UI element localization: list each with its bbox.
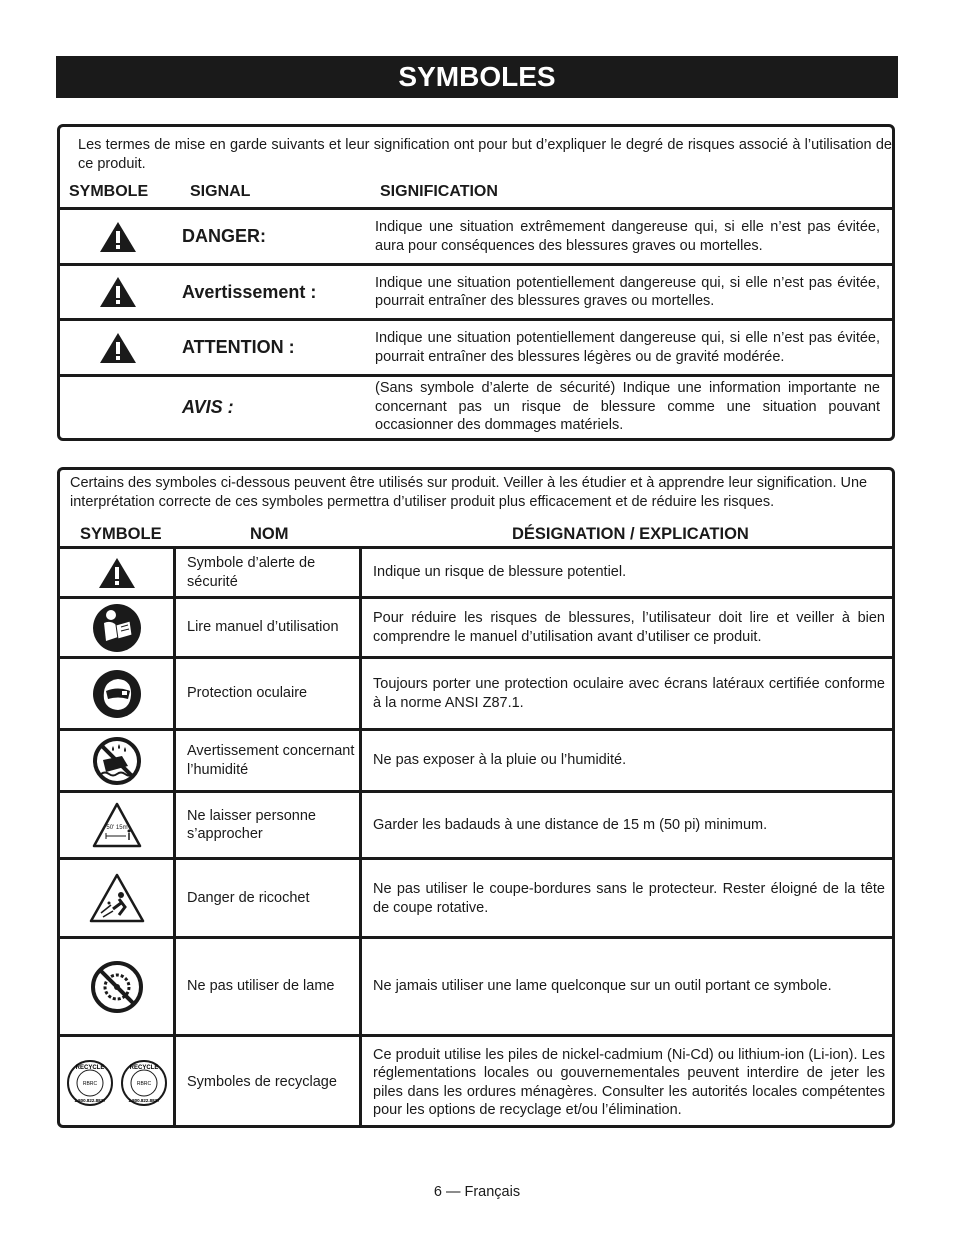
column-divider <box>173 546 176 1128</box>
seal-top-text: RECYCLE <box>75 1064 104 1071</box>
meaning-attention: Indique une situation potentiellement dangereuse qui, si elle n’est pas évitée, pourrait entraîner des blessures légères ou de gravité modérée. <box>375 330 880 365</box>
warning-triangle-icon <box>60 321 175 374</box>
header-nom: NOM <box>250 525 289 543</box>
seal-mid-text: RBRC <box>136 1080 151 1087</box>
symbol-explanation: Ce produit utilise les piles de nickel-cadmium (Ni-Cd) ou lithium-ion (Li-ion). Les réglementations locales ou gouvernementales peuvent interdire de jeter les piles dans les ordures ménagères. Consulter les autorités locales compétentes pour les options de recyclage et/ou l’élimination. <box>373 1046 885 1118</box>
signal-avertissement: Avertissement : <box>182 281 317 302</box>
symbol-name: Avertissement concernant l’humidité <box>187 743 355 778</box>
warning-triangle-icon <box>60 210 175 263</box>
symbol-name: Protection oculaire <box>187 685 308 702</box>
symbol-name: Ne laisser personne s’approcher <box>187 807 316 842</box>
page-footer: 6 — Français <box>433 1184 521 1200</box>
read-manual-icon <box>60 599 173 656</box>
symbol-name: Symboles de recyclage <box>187 1074 337 1091</box>
symbol-explanation: Ne jamais utiliser une lame quelconque sur un outil portant ce symbole. <box>373 978 832 995</box>
recycle-seals <box>60 1037 173 1128</box>
signal-avis: AVIS : <box>182 396 234 417</box>
recycle-seal-icon <box>66 1059 114 1107</box>
keep-bystanders-away-icon <box>60 793 173 857</box>
signal-intro: Les termes de mise en garde suivants et leur signification ont pour but d’expliquer le degré de risques associé à l’utilisation de ce produit. <box>78 137 892 172</box>
symbol-explanation: Garder les badauds à une distance de 15 m (50 pi) minimum. <box>373 816 768 833</box>
symbol-explanation: Toujours porter une protection oculaire avec écrans latéraux certifiée conforme à la norme ANSI Z87.1. <box>373 676 885 711</box>
symbol-explanation: Ne pas utiliser le coupe-bordures sans le protecteur. Rester éloigné de la tête de coupe rotative. <box>373 881 885 916</box>
seal-bottom-text: 1.800.822.8837 <box>73 1097 106 1103</box>
symbol-name: Lire manuel d’utilisation <box>187 619 339 636</box>
signal-danger: DANGER: <box>182 226 266 246</box>
eye-protection-icon <box>60 659 173 728</box>
warning-triangle-icon <box>60 266 175 318</box>
header-symbole: SYMBOLE <box>69 183 149 200</box>
header-designation: DÉSIGNATION / EXPLICATION <box>512 525 749 543</box>
symbol-explanation: Pour réduire les risques de blessures, l’utilisateur doit lire et veiller à bien comprendre le manuel d’utilisation avant d’utiliser ce produit. <box>373 610 885 645</box>
meaning-avis: (Sans symbole d’alerte de sécurité) Indique une information importante ne concernant pas un risque de blessure comme une situation pouvant occasionner des dommages matériels. <box>375 380 880 434</box>
seal-bottom-text: 1.800.822.8837 <box>127 1097 160 1103</box>
symbol-name: Ne pas utiliser de lame <box>187 978 335 995</box>
symbol-explanation: Ne pas exposer à la pluie ou l’humidité. <box>373 752 627 769</box>
ricochet-hazard-icon <box>60 860 173 936</box>
no-blade-icon <box>60 939 173 1034</box>
header-signal: SIGNAL <box>190 183 251 200</box>
meaning-danger: Indique une situation extrêmement dangereuse qui, si elle n’est pas évitée, aura pour conséquences des blessures graves ou mortelles. <box>375 219 880 254</box>
wet-conditions-icon <box>60 731 173 790</box>
signal-words-table <box>57 124 895 441</box>
safety-alert-icon <box>60 549 173 596</box>
seal-mid-text: RBRC <box>82 1080 97 1087</box>
symbols-intro: Certains des symboles ci-dessous peuvent être utilisés sur produit. Veiller à les étudier et à apprendre leur signification. Une interprétation correcte de ces symboles permettra d’utiliser produit plus efficacement et de réduire les risques. <box>70 475 868 510</box>
symbol-name: Danger de ricochet <box>187 889 310 906</box>
column-divider <box>359 546 362 1128</box>
symbols-table <box>57 467 895 1128</box>
distance-label: 50' 15m <box>105 825 128 831</box>
recycle-seal-icon <box>120 1059 168 1107</box>
header-signification: SIGNIFICATION <box>380 183 498 200</box>
header-symbole: SYMBOLE <box>80 525 162 543</box>
page-title: SYMBOLES <box>56 56 898 98</box>
symbol-name: Symbole d’alerte de sécurité <box>187 555 316 590</box>
signal-attention: ATTENTION : <box>182 337 295 357</box>
meaning-avertissement: Indique une situation potentiellement dangereuse qui, si elle n’est pas évitée, pourrait entraîner des blessures graves ou mortelles. <box>375 274 880 309</box>
symbol-explanation: Indique un risque de blessure potentiel. <box>373 564 627 581</box>
seal-top-text: RECYCLE <box>129 1064 158 1071</box>
